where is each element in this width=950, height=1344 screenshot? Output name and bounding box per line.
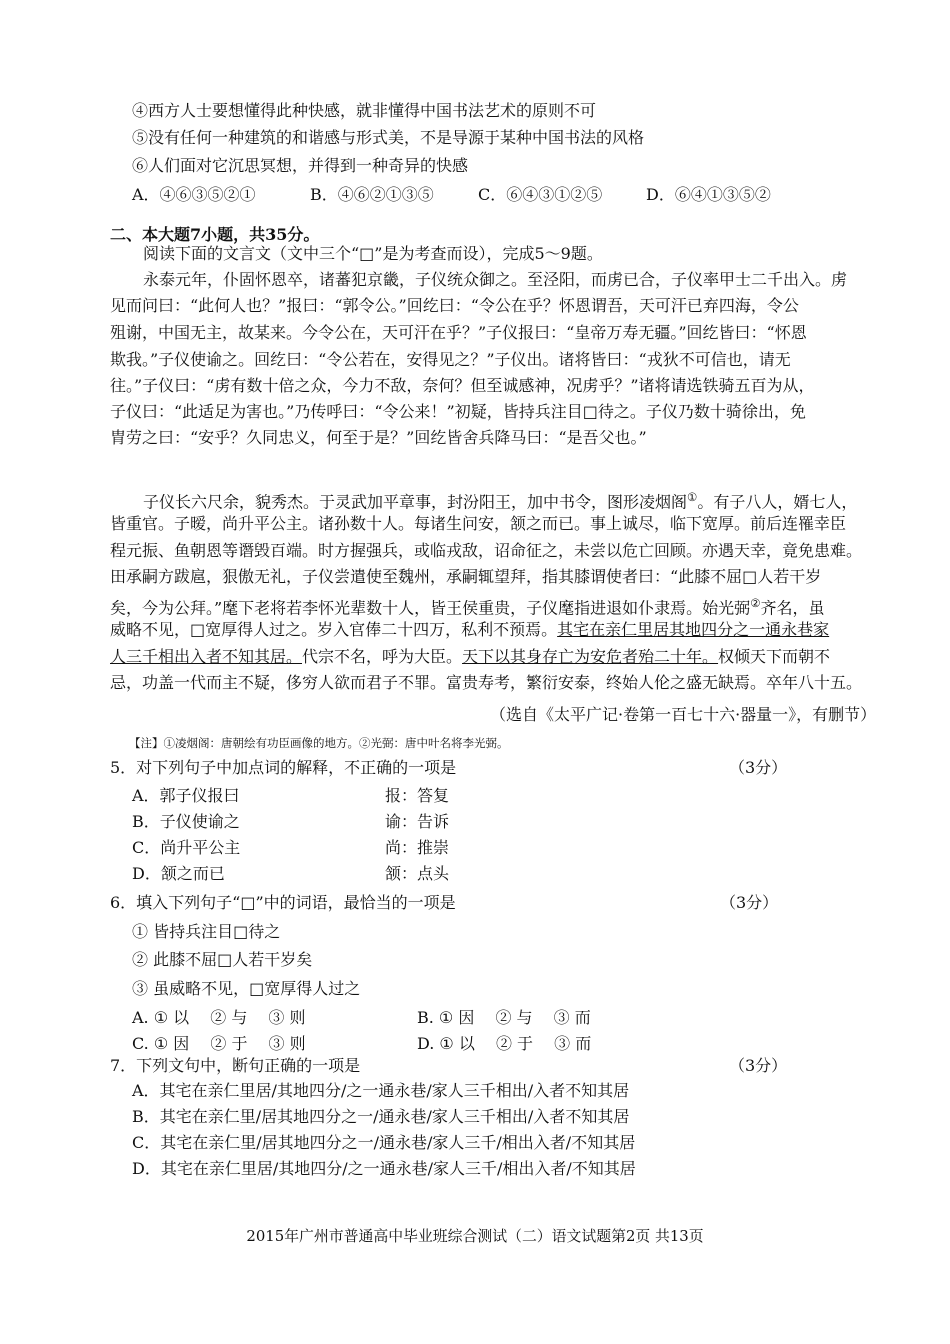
passage-line: 殂谢，中国无主，故某来。今令公在，天可汗在乎？”子仪报曰：“皇帝万寿无疆。”回纥皆曰：“怀恩 <box>110 323 807 342</box>
passage-segment: 齐名，虽 <box>760 598 825 618</box>
footnote-mark-1: ① <box>687 490 698 504</box>
prev-choice-c: C．⑥④③①②⑤ <box>478 185 603 204</box>
question-5-stem: 5．对下列句子中加点词的解释，不正确的一项是 <box>110 758 457 777</box>
question-6-stem: 6．填入下列句子“□”中的词语，最恰当的一项是 <box>110 893 456 912</box>
prev-option-5: ⑤没有任何一种建筑的和谐感与形式美，不是导源于某种中国书法的风格 <box>132 128 645 147</box>
underlined-sentence: 其宅在亲仁里居其地四分之一通永巷家 <box>557 620 830 639</box>
passage-segment: 子仪长六尺余，貌秀杰。于灵武加平章事，封汾阳王，加中书令，图形凌烟阁 <box>143 492 688 512</box>
q6-sentence-1: ① 皆持兵注目□待之 <box>132 922 281 941</box>
q7-option-d: D．其宅在亲仁里居/其地四分/之一通永巷/家人三千/相出入者/不知其居 <box>132 1159 636 1178</box>
q5-option-a-gloss: 报：答复 <box>385 786 450 805</box>
q5-option-c: C．尚升平公主 <box>132 838 241 857</box>
q6-sentence-3: ③ 虽威略不见，□宽厚得人过之 <box>132 979 361 998</box>
q5-option-a: A．郭子仪报曰 <box>132 786 240 805</box>
passage-segment: 威略不见，□宽厚得人过之。岁入官俸二十四万，私利不预焉。 <box>110 620 558 639</box>
question-7-stem: 7．下列文句中，断句正确的一项是 <box>110 1056 361 1075</box>
section-instruction: 阅读下面的文言文（文中三个“□”是为考查而设），完成5～9题。 <box>143 244 603 263</box>
passage-segment: 权倾天下而朝不 <box>718 647 831 666</box>
passage-line: 欺我。”子仪使谕之。回纥曰：“令公若在，安得见之？”子仪出。诸将皆曰：“戎狄不可信也，请无 <box>110 350 791 369</box>
prev-choice-d: D．⑥④①③⑤② <box>646 185 771 204</box>
passage-line <box>143 487 857 512</box>
q5-option-b-gloss: 谕：告诉 <box>385 812 450 831</box>
q5-option-d-gloss: 颔：点头 <box>385 864 450 883</box>
passage-line: 子仪曰：“此适足为害也。”乃传呼曰：“令公来！”初疑，皆持兵注目□待之。子仪乃数十骑徐出，免 <box>110 402 806 421</box>
footnote: 【注】①凌烟阁：唐朝绘有功臣画像的地方。②光弼：唐中叶名将李光弼。 <box>129 736 509 750</box>
question-6-score: （3分） <box>720 893 779 912</box>
question-5-score: （3分） <box>729 758 788 777</box>
q6-option-a: A. ① 以 ② 与 ③ 则 <box>132 1008 306 1027</box>
prev-option-6: ⑥人们面对它沉思冥想，并得到一种奇异的快感 <box>132 156 469 175</box>
passage-line <box>110 647 830 667</box>
passage-line: 程元振、鱼朝恩等谮毁百端。时方握强兵，或临戎敌，诏命征之，未尝以危亡回顾。亦遇天幸，竟免患难。 <box>110 541 863 560</box>
q6-option-c: C. ① 因 ② 于 ③ 则 <box>132 1034 306 1053</box>
underlined-sentence: 人三千相出入者不知其居。 <box>110 647 303 666</box>
passage-line: 往。”子仪曰：“虏有数十倍之众，今力不敌，奈何？但至诚感神，况虏乎？”诸将请选铁骑五百为从， <box>110 376 815 395</box>
page-footer: 2015年广州市普通高中毕业班综合测试（二）语文试题第2页 共13页 <box>246 1227 704 1245</box>
q5-option-b: B．子仪使谕之 <box>132 812 240 831</box>
prev-option-4: ④西方人士要想懂得此种快感，就非懂得中国书法艺术的原则不可 <box>132 101 597 120</box>
prev-choice-b: B．④⑥②①③⑤ <box>310 185 434 204</box>
passage-segment: 代宗不名，呼为大臣。 <box>302 647 463 666</box>
section-heading: 二、本大题7小题，共35分。 <box>110 225 320 244</box>
passage-line: 皆重官。子暧，尚升平公主。诸孙数十人。每诸生问安，颔之而已。事上诚尽，临下宽厚。前后连罹幸臣 <box>110 514 847 533</box>
q7-option-b: B．其宅在亲仁里/居其地四分之一/通永巷/家人三千相出/入者不知其居 <box>132 1107 630 1126</box>
passage-line <box>110 620 829 640</box>
q6-option-d: D. ① 以 ② 于 ③ 而 <box>417 1034 592 1053</box>
underlined-sentence: 天下以其身存亡为安危者殆二十年。 <box>462 647 719 666</box>
passage-line: 见而问曰：“此何人也？”报曰：“郭令公。”回纥曰：“令公在乎？怀恩谓吾，天可汗已弃四海，令公 <box>110 296 799 315</box>
q7-option-c: C．其宅在亲仁里/居其地四分之一/通永巷/家人三千/相出入者/不知其居 <box>132 1133 636 1152</box>
passage-line: 永泰元年，仆固怀恩卒，诸蕃犯京畿，子仪统众御之。至泾阳，而虏已合，子仪率甲士二千出入。虏 <box>143 270 848 289</box>
q5-option-d: D．颔之而已 <box>132 864 225 883</box>
footnote-mark-2: ② <box>750 596 761 610</box>
passage-line: 胄劳之曰：“安乎？久同忠义，何至于是？”回纥皆舍兵降马曰：“是吾父也。” <box>110 428 647 447</box>
q7-option-a: A．其宅在亲仁里居/其地四分/之一通永巷/家人三千相出/入者不知其居 <box>132 1081 630 1100</box>
passage-line: 忌，功盖一代而主不疑，侈穷人欲而君子不罪。富贵寿考，繁衍安泰，终始人伦之盛无缺焉。卒年八十五。 <box>110 673 863 692</box>
q6-option-b: B. ① 因 ② 与 ③ 而 <box>417 1008 591 1027</box>
q6-sentence-2: ② 此膝不屈□人若干岁矣 <box>132 950 313 969</box>
q5-option-c-gloss: 尚：推崇 <box>385 838 450 857</box>
passage-line: 田承嗣方跋扈，狠傲无礼，子仪尝遣使至魏州，承嗣辄望拜，指其膝谓使者曰：“此膝不屈□人若干岁 <box>110 567 822 586</box>
passage-segment: 矣，今为公拜。”麾下老将若李怀光辈数十人，皆王侯重贵，子仪麾指进退如仆隶焉。始光弼 <box>110 598 751 618</box>
source-citation: （选自《太平广记·卷第一百七十六·器量一》，有删节） <box>490 705 877 724</box>
question-7-score: （3分） <box>729 1056 788 1075</box>
passage-segment: 。 <box>697 492 714 512</box>
prev-choice-a: A．④⑥③⑤②① <box>132 185 256 204</box>
passage-line <box>110 593 825 618</box>
passage-segment: 有子八人，婿七人， <box>713 492 858 512</box>
